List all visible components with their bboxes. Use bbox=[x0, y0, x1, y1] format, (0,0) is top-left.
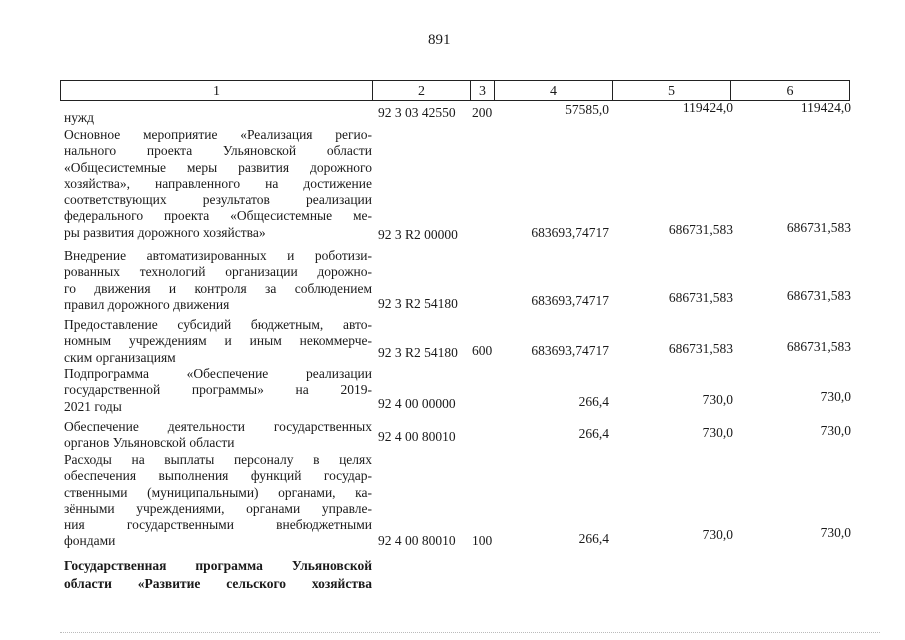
row-value-col4: 266,4 bbox=[578, 426, 609, 441]
description-line: государственной программы» на 2019- bbox=[64, 382, 372, 398]
row-value-col5: 686731,583 bbox=[668, 222, 733, 237]
row-value-col4: 683693,74717 bbox=[531, 293, 609, 308]
row-code: 92 3 R2 54180 bbox=[378, 345, 458, 360]
description-line: Государственная программа Ульяновской bbox=[64, 558, 372, 573]
row-value-col4: 683693,74717 bbox=[531, 225, 609, 240]
header-col-4: 4 bbox=[495, 81, 613, 100]
row-description bbox=[64, 248, 372, 313]
row-description bbox=[64, 366, 372, 415]
description-line: Внедрение автоматизированных и роботизи- bbox=[64, 248, 372, 263]
row-code: 92 4 00 00000 bbox=[378, 396, 456, 411]
row-value-col6: 730,0 bbox=[820, 389, 851, 404]
row-value-col4: 266,4 bbox=[578, 531, 609, 546]
scan-artifact-line bbox=[60, 632, 880, 634]
description-line: ры развития дорожного хозяйства» bbox=[64, 224, 266, 240]
row-value-col6: 686731,583 bbox=[786, 339, 851, 354]
row-value-col5: 730,0 bbox=[702, 392, 733, 407]
description-line: номным учреждениям и иным некоммерче- bbox=[64, 333, 372, 349]
header-col-6: 6 bbox=[786, 84, 794, 99]
page-number: 891 bbox=[428, 32, 451, 48]
description-line: соответствующих результатов реализации bbox=[64, 192, 372, 208]
description-line: хозяйства», направленного на достижение bbox=[64, 175, 372, 191]
description-line: Подпрограмма «Обеспечение реализации bbox=[64, 366, 372, 381]
table-header bbox=[60, 80, 850, 101]
row-description bbox=[64, 110, 372, 126]
description-line: органов Ульяновской области bbox=[64, 435, 235, 451]
header-col-1: 1 bbox=[61, 81, 373, 100]
description-line: ственными (муниципальными) органами, ка- bbox=[64, 484, 372, 500]
description-line: 2021 годы bbox=[64, 398, 122, 414]
row-value-col5: 686731,583 bbox=[668, 341, 733, 356]
row-type: 200 bbox=[472, 105, 493, 120]
row-value-col5: 686731,583 bbox=[668, 290, 733, 305]
row-value-col4: 57585,0 bbox=[565, 102, 609, 117]
row-value-col4: 266,4 bbox=[578, 394, 609, 409]
description-line: ским организациям bbox=[64, 349, 176, 365]
row-type: 100 bbox=[472, 533, 493, 548]
description-line: федерального проекта «Общесистемные ме- bbox=[64, 208, 372, 224]
description-line: нужд bbox=[64, 110, 94, 125]
row-code: 92 3 03 42550 bbox=[378, 105, 456, 120]
description-line: Расходы на выплаты персоналу в целях bbox=[64, 452, 372, 467]
row-value-col5: 119424,0 bbox=[682, 100, 733, 115]
header-col-5: 5 bbox=[613, 81, 731, 100]
description-line: «Общесистемные меры развития дорожного bbox=[64, 159, 372, 175]
row-value-col6: 119424,0 bbox=[800, 100, 851, 115]
description-line: области «Развитие сельского хозяйства bbox=[64, 576, 372, 591]
row-description bbox=[64, 127, 372, 241]
description-line: зёнными учреждениями, органами управле- bbox=[64, 500, 372, 516]
row-type: 600 bbox=[472, 343, 493, 358]
row-value-col6: 730,0 bbox=[820, 525, 851, 540]
row-code: 92 3 R2 00000 bbox=[378, 227, 458, 242]
description-line: Предоставление субсидий бюджетным, авто- bbox=[64, 317, 372, 332]
row-value-col6: 686731,583 bbox=[786, 288, 851, 303]
row-value-col5: 730,0 bbox=[702, 527, 733, 542]
description-line: ния государственными внебюджетными bbox=[64, 517, 372, 533]
description-line: нального проекта Ульяновской области bbox=[64, 143, 372, 159]
row-value-col5: 730,0 bbox=[702, 425, 733, 440]
row-code: 92 4 00 80010 bbox=[378, 533, 456, 548]
row-value-col6: 730,0 bbox=[820, 423, 851, 438]
description-line: правил дорожного движения bbox=[64, 296, 230, 312]
description-line: рованных технологий организации дорожно- bbox=[64, 264, 372, 280]
description-line: го движения и контроля за соблюдением bbox=[64, 280, 372, 296]
row-value-col4: 683693,74717 bbox=[531, 343, 609, 358]
row-code: 92 3 R2 54180 bbox=[378, 296, 458, 311]
description-line: фондами bbox=[64, 533, 116, 549]
row-code: 92 4 00 80010 bbox=[378, 429, 456, 444]
row-description bbox=[64, 419, 372, 452]
header-col-2: 2 bbox=[373, 81, 471, 100]
header-col-3: 3 bbox=[471, 81, 495, 100]
row-description-program bbox=[64, 557, 372, 593]
row-description bbox=[64, 452, 372, 550]
description-line: обеспечения выполнения функций государ- bbox=[64, 468, 372, 484]
row-value-col6: 686731,583 bbox=[786, 220, 851, 235]
row-description bbox=[64, 317, 372, 366]
description-line: Обеспечение деятельности государственных bbox=[64, 419, 372, 434]
description-line: Основное мероприятие «Реализация регио- bbox=[64, 127, 372, 142]
